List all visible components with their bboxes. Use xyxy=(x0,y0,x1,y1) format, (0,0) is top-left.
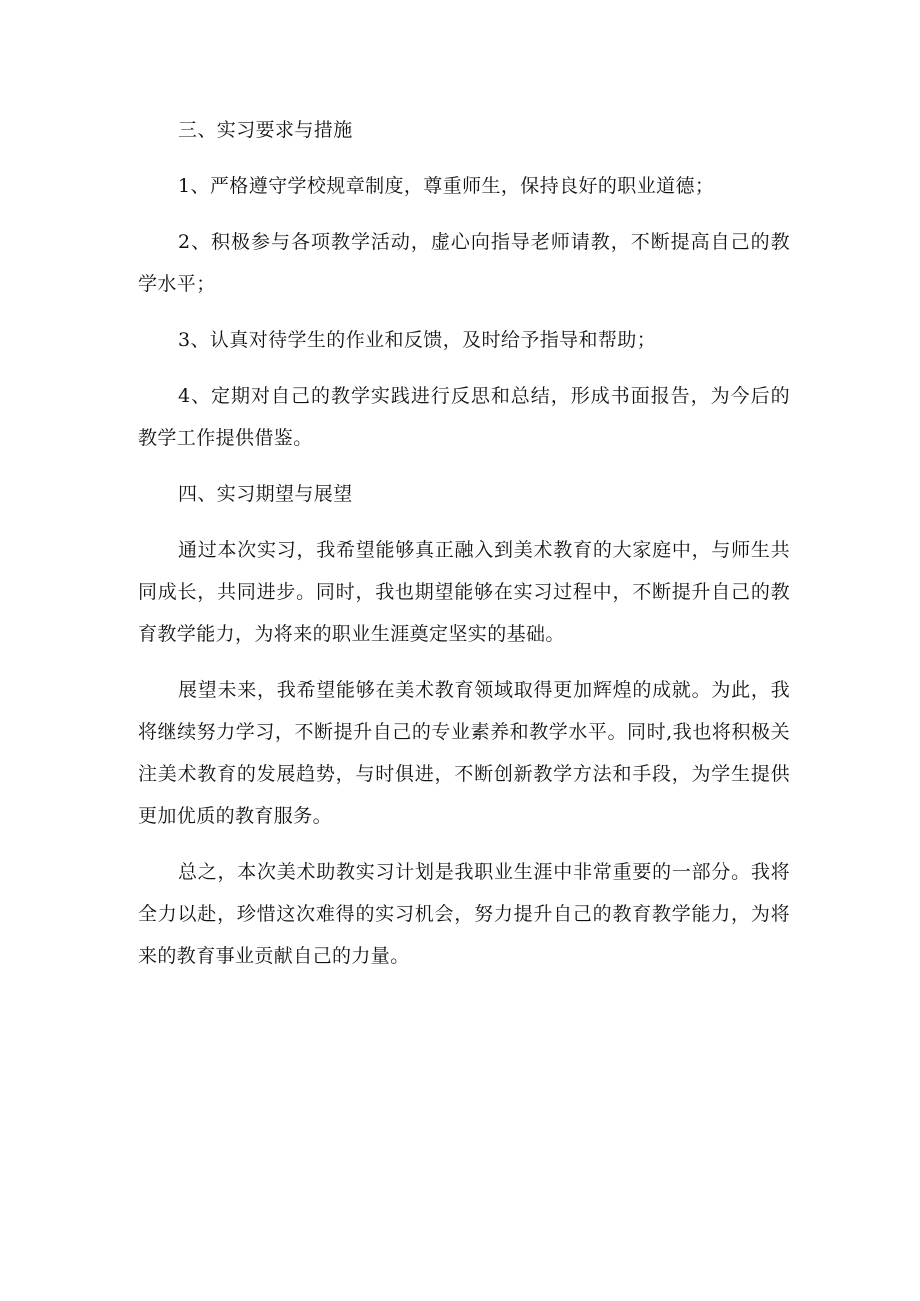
requirement-item-1: 1、严格遵守学校规章制度，尊重师生，保持良好的职业道德； xyxy=(178,175,715,197)
expectation-paragraph-2: 展望未来，我希望能够在美术教育领域取得更加辉煌的成就。为此，我将继续努力学习，不断提升自己的专业素养和教学水平。同时,我也将积极关注美术教育的发展趋势，与时俱进，不断创新教学方法和手段，为学生提供更加优质的教育服务。 xyxy=(138,679,790,827)
requirement-item-2: 2、积极参与各项教学活动，虚心向指导老师请教，不断提高自己的教学水平； xyxy=(138,231,790,295)
section-heading-expectations: 四、实习期望与展望 xyxy=(178,483,353,505)
expectation-paragraph-3: 总之，本次美术助教实习计划是我职业生涯中非常重要的一部分。我将全力以赴，珍惜这次难得的实习机会，努力提升自己的教育教学能力，为将来的教育事业贡献自己的力量。 xyxy=(138,861,790,967)
section-heading-requirements: 三、实习要求与措施 xyxy=(178,119,353,141)
requirement-item-4: 4、定期对自己的教学实践进行反思和总结，形成书面报告，为今后的教学工作提供借鉴。 xyxy=(138,385,790,449)
expectation-paragraph-1: 通过本次实习，我希望能够真正融入到美术教育的大家庭中，与师生共同成长，共同进步。同时，我也期望能够在实习过程中，不断提升自己的教育教学能力，为将来的职业生涯奠定坚实的基础。 xyxy=(138,539,790,645)
requirement-item-3: 3、认真对待学生的作业和反馈，及时给予指导和帮助； xyxy=(178,329,657,351)
